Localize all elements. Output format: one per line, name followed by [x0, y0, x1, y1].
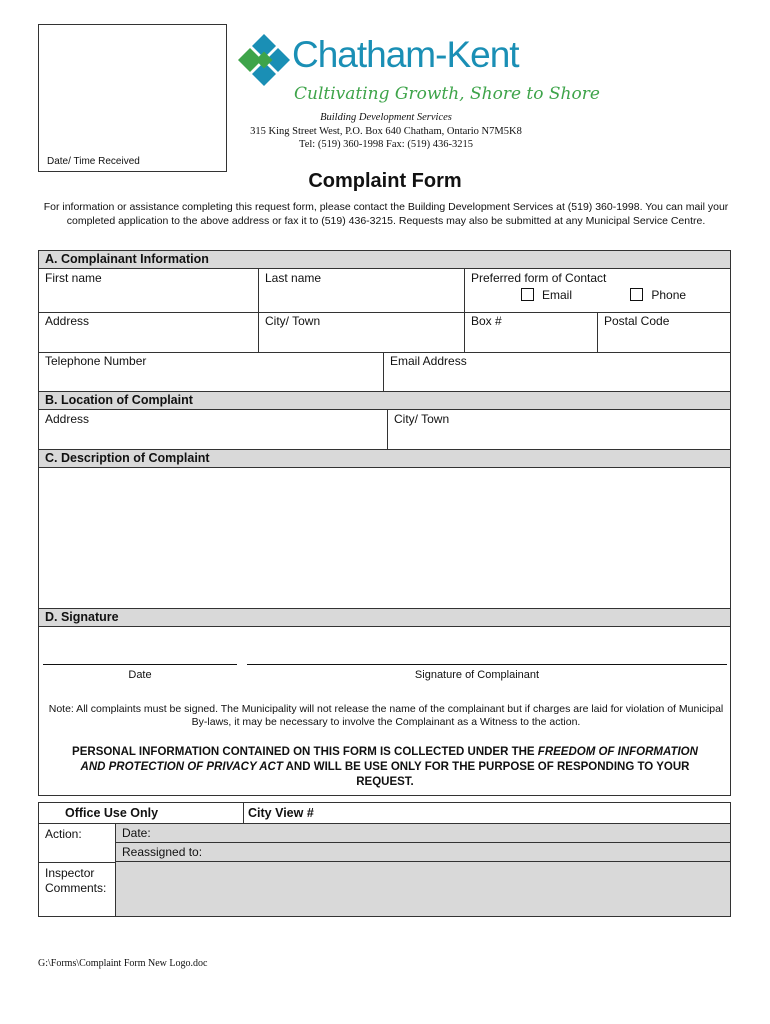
- footer-file-path: G:\Forms\Complaint Form New Logo.doc: [38, 958, 208, 969]
- complaint-city-field[interactable]: [388, 410, 730, 449]
- complaint-address-field[interactable]: [39, 410, 388, 449]
- privacy-act-name: FREEDOM OF INFORMATION AND PROTECTION OF PRIVACY ACT: [80, 746, 698, 773]
- action-label: Action:: [39, 824, 116, 862]
- section-a-row-1: [39, 269, 730, 312]
- privacy-notice: [60, 745, 710, 790]
- box-number-field[interactable]: [465, 312, 598, 352]
- section-b-row: [39, 410, 730, 449]
- email-option-label: Email: [542, 288, 573, 302]
- postal-code-field[interactable]: [598, 312, 730, 352]
- reassigned-label: Reassigned to:: [122, 845, 203, 859]
- postal-code-label: Postal Code: [604, 314, 670, 328]
- preferred-contact-label: Preferred form of Contact: [471, 271, 607, 285]
- privacy-notice-part1: PERSONAL INFORMATION CONTAINED ON THIS FORM IS COLLECTED UNDER THE: [72, 746, 538, 758]
- complainant-address-label: Address: [45, 314, 90, 328]
- office-date-field[interactable]: [116, 824, 730, 843]
- department-contact: Tel: (519) 360-1998 Fax: (519) 436-3215: [299, 139, 473, 150]
- section-a-row-2: [39, 312, 730, 352]
- section-b-heading: B. Location of Complaint: [39, 392, 730, 410]
- complainant-signature-line[interactable]: [247, 664, 727, 665]
- email-address-field[interactable]: [384, 352, 730, 391]
- city-view-field[interactable]: [244, 803, 730, 824]
- telephone-field[interactable]: [39, 352, 384, 391]
- reassigned-field[interactable]: [116, 843, 730, 862]
- privacy-notice-part2: AND WILL BE USE ONLY FOR THE PURPOSE OF RESPONDING TO YOUR REQUEST.: [282, 761, 690, 788]
- date-time-received-box[interactable]: [38, 24, 227, 172]
- logo-name: Chatham-Kent: [292, 34, 519, 75]
- first-name-field[interactable]: [39, 269, 259, 312]
- section-a-heading: A. Complainant Information: [39, 251, 730, 269]
- section-c-heading: C. Description of Complaint: [39, 450, 730, 468]
- date-signature-line[interactable]: [43, 664, 237, 665]
- complainant-city-label: City/ Town: [265, 314, 321, 328]
- city-view-label: City View #: [248, 806, 314, 820]
- office-date-label: Date:: [122, 826, 151, 840]
- signature-note: Note: All complaints must be signed. The Municipality will not release the name of the complainant but if charges are laid for violation of Municipal By-laws, it may be necessary to involve the Complainant as a Witness to the action.: [48, 703, 724, 728]
- phone-checkbox[interactable]: [630, 288, 643, 301]
- office-use-table: [38, 802, 731, 917]
- chatham-kent-logo: [236, 32, 600, 112]
- page-title: Complaint Form: [308, 170, 462, 192]
- signature-label: Signature of Complainant: [414, 669, 540, 681]
- section-a-row-3: [39, 352, 730, 391]
- complaint-city-label: City/ Town: [394, 412, 450, 426]
- department-address: 315 King Street West, P.O. Box 640 Chatham, Ontario N7M5K8: [250, 126, 522, 137]
- date-time-received-label: Date/ Time Received: [47, 156, 140, 167]
- chatham-kent-diamond-icon: [236, 32, 292, 88]
- complainant-city-field[interactable]: [259, 312, 465, 352]
- description-field[interactable]: [39, 468, 730, 608]
- email-checkbox[interactable]: [521, 288, 534, 301]
- intro-text: For information or assistance completing this request form, please contact the Building Development Services at (519) 360-1998. You can mail your completed application to the above address or fax it to (519) 436-3215. Requests may also be submitted at any Municipal Service Centre.: [43, 201, 729, 227]
- preferred-contact-field: [465, 269, 730, 312]
- inspector-comments-field[interactable]: [116, 862, 730, 916]
- last-name-field[interactable]: [259, 269, 465, 312]
- box-number-label: Box #: [471, 314, 502, 328]
- section-d-heading: D. Signature: [39, 609, 730, 627]
- phone-option-label: Phone: [651, 288, 687, 302]
- telephone-label: Telephone Number: [45, 354, 147, 368]
- inspector-comments-label: Inspector Comments:: [39, 862, 116, 916]
- complainant-address-field[interactable]: [39, 312, 259, 352]
- logo-tagline: Cultivating Growth, Shore to Shore: [294, 84, 600, 104]
- date-label: Date: [128, 669, 152, 681]
- department-name: Building Development Services: [320, 112, 452, 123]
- office-use-heading: Office Use Only: [39, 803, 244, 824]
- last-name-label: Last name: [265, 271, 322, 285]
- email-address-label: Email Address: [390, 354, 467, 368]
- complaint-address-label: Address: [45, 412, 90, 426]
- first-name-label: First name: [45, 271, 102, 285]
